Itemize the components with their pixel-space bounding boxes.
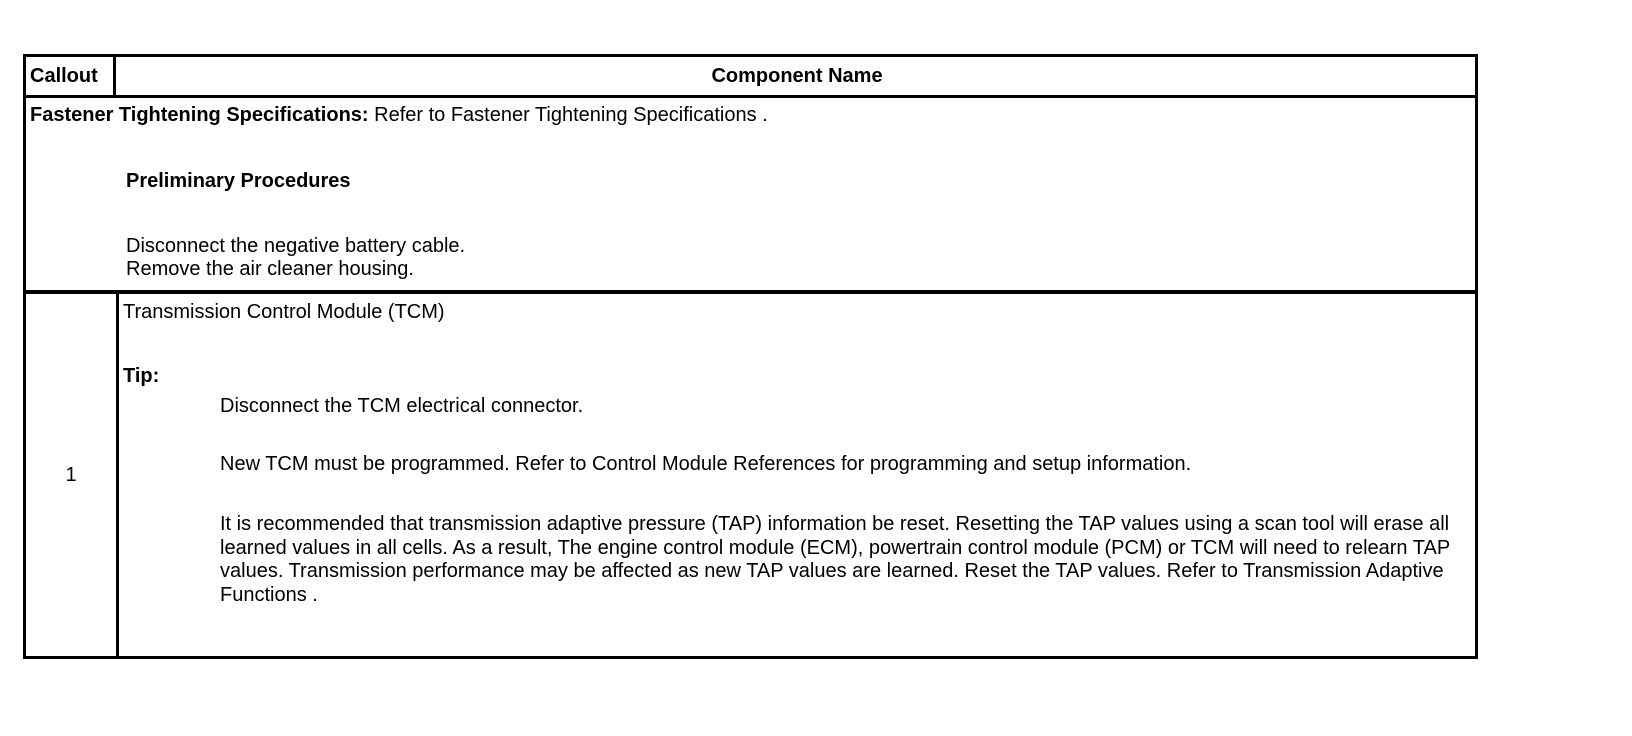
tip-item: Disconnect the TCM electrical connector.: [220, 395, 584, 417]
fastener-spec-reference: Refer to Fastener Tightening Specifications .: [368, 104, 768, 126]
header-component-name: Component Name: [711, 65, 883, 87]
row-callout-cell: [26, 294, 119, 656]
procedure-table: [23, 54, 1478, 659]
table-row: [26, 294, 1475, 656]
preliminary-section: [26, 98, 1475, 294]
header-callout: Callout: [26, 57, 116, 95]
tip-label: Tip:: [123, 365, 160, 387]
preliminary-steps: [126, 235, 465, 281]
preliminary-step: Disconnect the negative battery cable.: [126, 235, 466, 257]
fastener-spec-label: Fastener Tightening Specifications:: [30, 104, 369, 126]
callout-number: 1: [65, 464, 77, 486]
row-component-cell: [119, 294, 1475, 656]
tip-item: It is recommended that transmission adaptive pressure (TAP) information be reset. Resetting the TAP values using a scan tool will erase all learned values in all cells. As a result, The engine control module (ECM), powertrain control module (PCM) or TCM will need to relearn TAP values. Transmission performance may be affected as new TAP values are learned. Reset the TAP values. Refer to Transmission Adaptive Functions .: [220, 513, 1450, 606]
preliminary-step: Remove the air cleaner housing.: [126, 258, 414, 280]
table-header-row: [26, 57, 1475, 98]
component-name: Transmission Control Module (TCM): [123, 301, 445, 323]
preliminary-procedures-heading: Preliminary Procedures: [126, 170, 351, 192]
fastener-spec-line: [30, 104, 768, 127]
tip-item: New TCM must be programmed. Refer to Control Module References for programming and setup information.: [220, 453, 1192, 475]
